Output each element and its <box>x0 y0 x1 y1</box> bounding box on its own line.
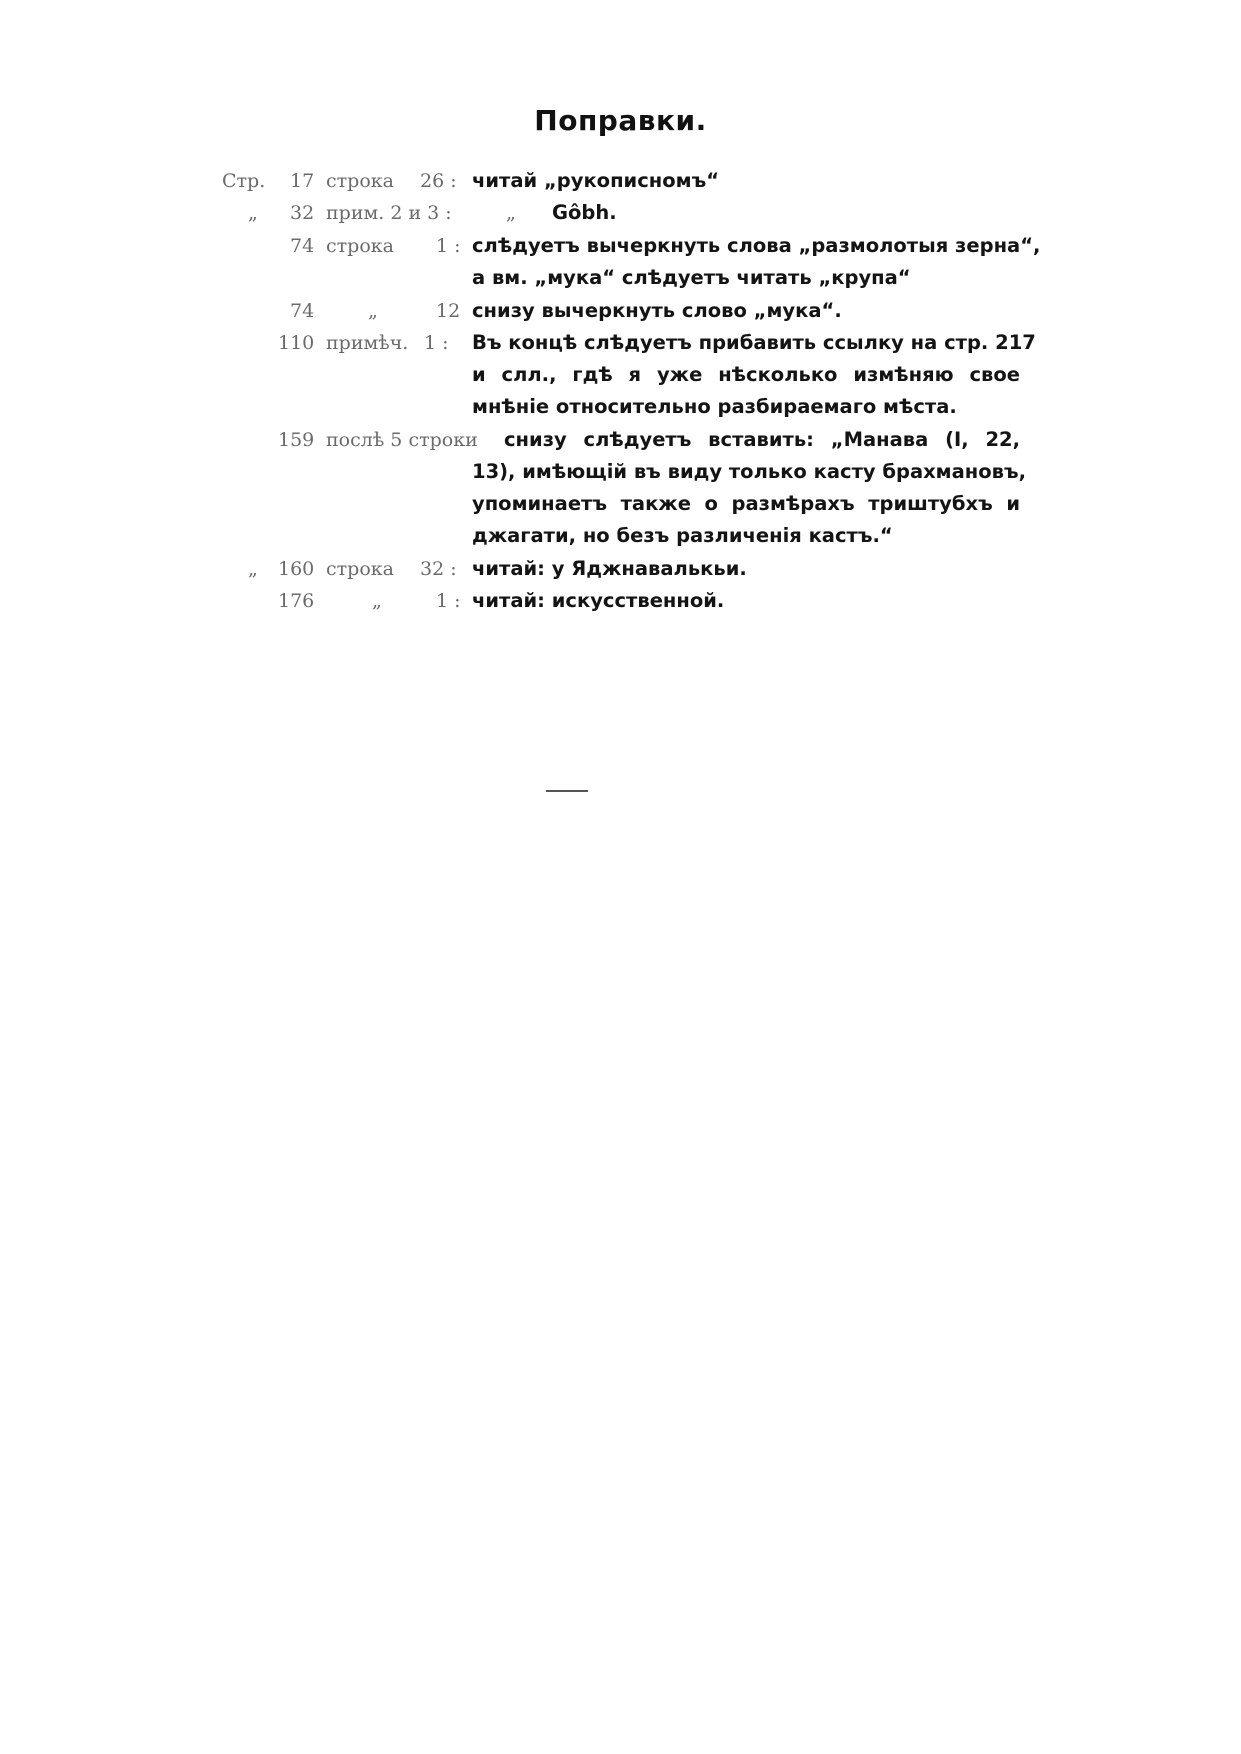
errata-continuation <box>0 488 1241 520</box>
ditto-mark: „ <box>372 590 382 612</box>
correction-text: упоминаетъ также о размѣрахъ триштубхъ и <box>472 492 1020 515</box>
location-label: примѣч. <box>326 332 409 354</box>
correction-text: читай „рукописномъ“ <box>472 169 720 192</box>
correction-text: снизу вычеркнуть слово „мука“. <box>472 299 842 322</box>
errata-entry <box>0 230 1241 262</box>
errata-entry <box>0 424 1241 456</box>
line-number: 32 : <box>420 558 457 580</box>
errata-entry <box>0 165 1241 197</box>
correction-text: снизу слѣдуетъ вставить: „Манава (I, 22, <box>504 428 1020 451</box>
location-label: послѣ 5 строки <box>326 429 478 451</box>
page-number: 176 <box>278 590 315 612</box>
correction-text: слѣдуетъ вычеркнуть слова „размолотыя зерна“, <box>472 234 1041 257</box>
ditto-mark: „ <box>368 300 378 322</box>
errata-continuation <box>0 359 1241 391</box>
page-number: 110 <box>278 332 315 354</box>
errata-continuation <box>0 391 1241 423</box>
errata-entry <box>0 327 1241 359</box>
ditto-mark: „ <box>506 202 516 224</box>
correction-text: Gôbh. <box>552 201 617 224</box>
page-number: 32 <box>290 202 315 224</box>
page-title: Поправки. <box>534 104 707 137</box>
location-label: строка <box>326 558 394 580</box>
correction-text: читай: искусственной. <box>472 589 725 612</box>
errata-entry <box>0 197 1241 229</box>
location-label: прим. 2 и 3 : <box>326 202 452 224</box>
correction-text: и слл., гдѣ я уже нѣсколько измѣняю свое <box>472 363 1020 386</box>
errata-continuation <box>0 456 1241 488</box>
page-number: 160 <box>278 558 315 580</box>
line-number: 1 : <box>424 332 449 354</box>
location-label: строка <box>326 235 394 257</box>
correction-text: 13), имѣющій въ виду только касту брахмановъ, <box>472 460 1027 483</box>
page-number: 74 <box>290 235 315 257</box>
correction-text: Въ концѣ слѣдуетъ прибавить ссылку на стр. 217 <box>472 331 1036 354</box>
correction-text: читай: у Яджнавалькьи. <box>472 557 747 580</box>
ditto-mark: „ <box>248 558 258 580</box>
line-number: 1 : <box>436 590 461 612</box>
line-number: 26 : <box>420 170 457 192</box>
page-number: 74 <box>290 300 315 322</box>
errata-continuation <box>0 520 1241 552</box>
page-number: 17 <box>290 170 315 192</box>
page-number: 159 <box>278 429 315 451</box>
errata-entry <box>0 553 1241 585</box>
errata-continuation <box>0 262 1241 294</box>
page-abbrev: Стр. <box>222 170 266 192</box>
section-divider <box>546 790 588 792</box>
errata-entry <box>0 295 1241 327</box>
correction-text: мнѣніе относительно разбираемаго мѣста. <box>472 395 957 418</box>
correction-text: а вм. „мука“ слѣдуетъ читать „крупа“ <box>472 266 911 289</box>
correction-text: джагати, но безъ различенія кастъ.“ <box>472 524 893 547</box>
line-number: 12 <box>436 300 461 322</box>
ditto-mark: „ <box>248 202 258 224</box>
line-number: 1 : <box>436 235 461 257</box>
location-label: строка <box>326 170 394 192</box>
errata-entry <box>0 585 1241 617</box>
